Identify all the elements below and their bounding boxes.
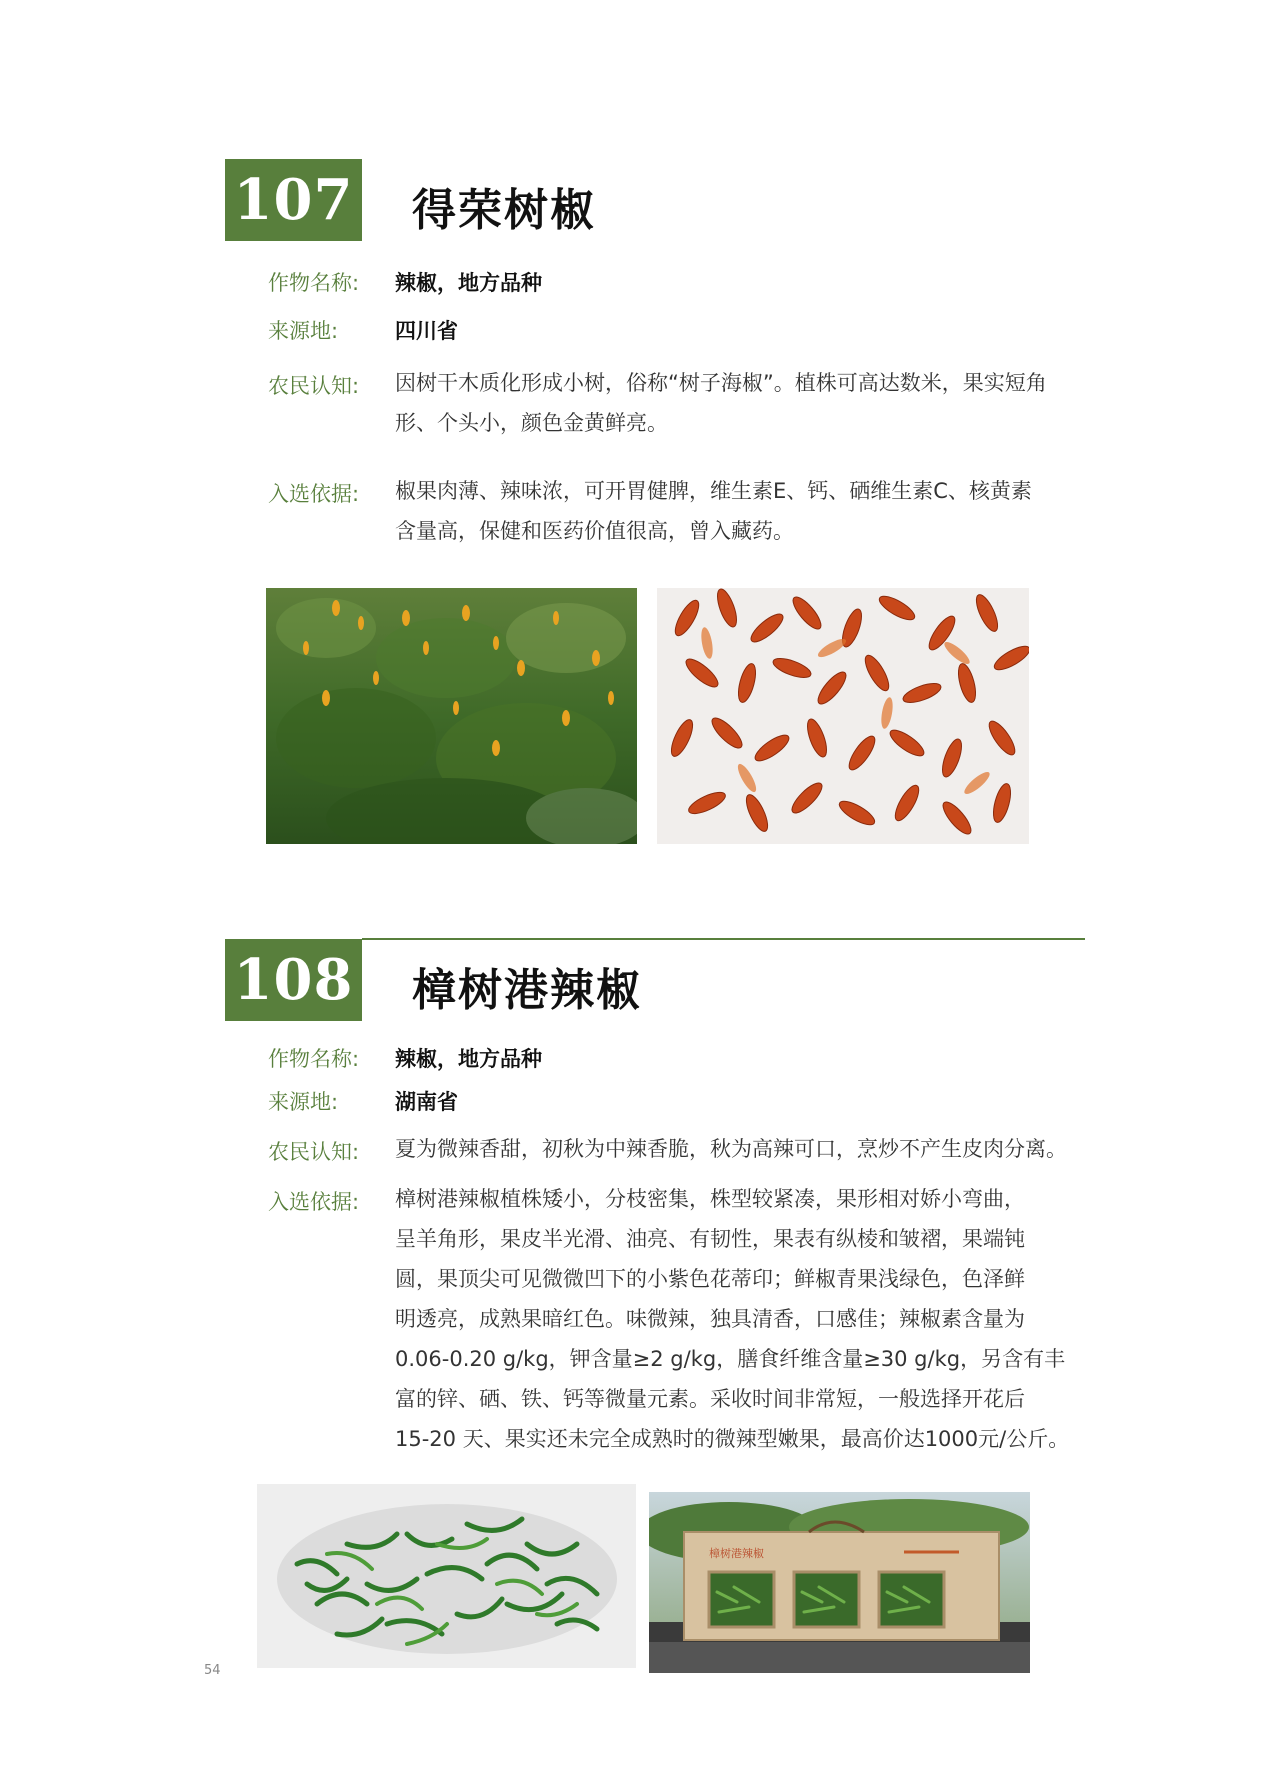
crop-name-label: 作物名称: xyxy=(268,1047,360,1071)
entry-number-107: 107 xyxy=(225,159,362,241)
green-peppers-photo xyxy=(257,1484,636,1668)
text-line: 夏为微辣香甜，初秋为中辣香脆，秋为高辣可口，烹炒不产生皮肉分离。 xyxy=(395,1137,1067,1161)
selection-basis-label: 入选依据: xyxy=(268,482,360,506)
text-line: 明透亮，成熟果暗红色。味微辣，独具清香，口感佳；辣椒素含量为 xyxy=(395,1307,1025,1331)
farmer-knowledge-text xyxy=(395,1129,1067,1169)
section-divider xyxy=(362,938,1085,940)
text-line: 15-20 天、果实还未完全成熟时的微辣型嫩果，最高价达1000元/公斤。 xyxy=(395,1427,1070,1451)
text-line: 富的锌、硒、铁、钙等微量元素。采收时间非常短，一般选择开花后 xyxy=(395,1387,1025,1411)
crop-name-label: 作物名称: xyxy=(268,271,360,295)
farmer-knowledge-label: 农民认知: xyxy=(268,1140,360,1164)
farmer-knowledge-label: 农民认知: xyxy=(268,374,360,398)
origin-label: 来源地: xyxy=(268,319,339,343)
entry-title-107: 得荣树椒 xyxy=(412,185,596,236)
text-line: 因树干木质化形成小树，俗称“树子海椒”。植株可高达数米，果实短角 xyxy=(395,371,1047,395)
dried-red-peppers-photo xyxy=(657,588,1029,844)
text-line: 椒果肉薄、辣味浓，可开胃健脾，维生素E、钙、硒维生素C、核黄素 xyxy=(395,479,1032,503)
entry-title-108: 樟树港辣椒 xyxy=(412,965,642,1016)
pepper-plant-photo xyxy=(266,588,637,844)
page-number: 54 xyxy=(204,1663,221,1678)
text-line: 呈羊角形，果皮半光滑、油亮、有韧性，果表有纵棱和皱褶，果端钝 xyxy=(395,1227,1025,1251)
origin-label: 来源地: xyxy=(268,1090,339,1114)
farmer-knowledge-text xyxy=(395,363,1047,443)
text-line: 圆，果顶尖可见微微凹下的小紫色花蒂印；鲜椒青果浅绿色，色泽鲜 xyxy=(395,1267,1025,1291)
box-label: 樟树港辣椒 xyxy=(709,1547,764,1560)
crop-name-value: 辣椒，地方品种 xyxy=(395,271,542,295)
origin-value: 湖南省 xyxy=(395,1090,458,1114)
origin-value: 四川省 xyxy=(395,319,458,343)
crop-name-value: 辣椒，地方品种 xyxy=(395,1047,542,1071)
selection-basis-text xyxy=(395,471,1032,551)
entry-number-108: 108 xyxy=(225,939,362,1021)
text-line: 形、个头小，颜色金黄鲜亮。 xyxy=(395,411,668,435)
selection-basis-label: 入选依据: xyxy=(268,1190,360,1214)
text-line: 樟树港辣椒植株矮小，分枝密集，株型较紧凑，果形相对娇小弯曲， xyxy=(395,1187,1025,1211)
text-line: 含量高，保健和医药价值很高，曾入藏药。 xyxy=(395,519,794,543)
text-line: 0.06-0.20 g/kg，钾含量≥2 g/kg，膳食纤维含量≥30 g/kg，另含有丰 xyxy=(395,1347,1066,1371)
selection-basis-text xyxy=(395,1179,1069,1459)
gift-box-photo xyxy=(649,1492,1030,1673)
